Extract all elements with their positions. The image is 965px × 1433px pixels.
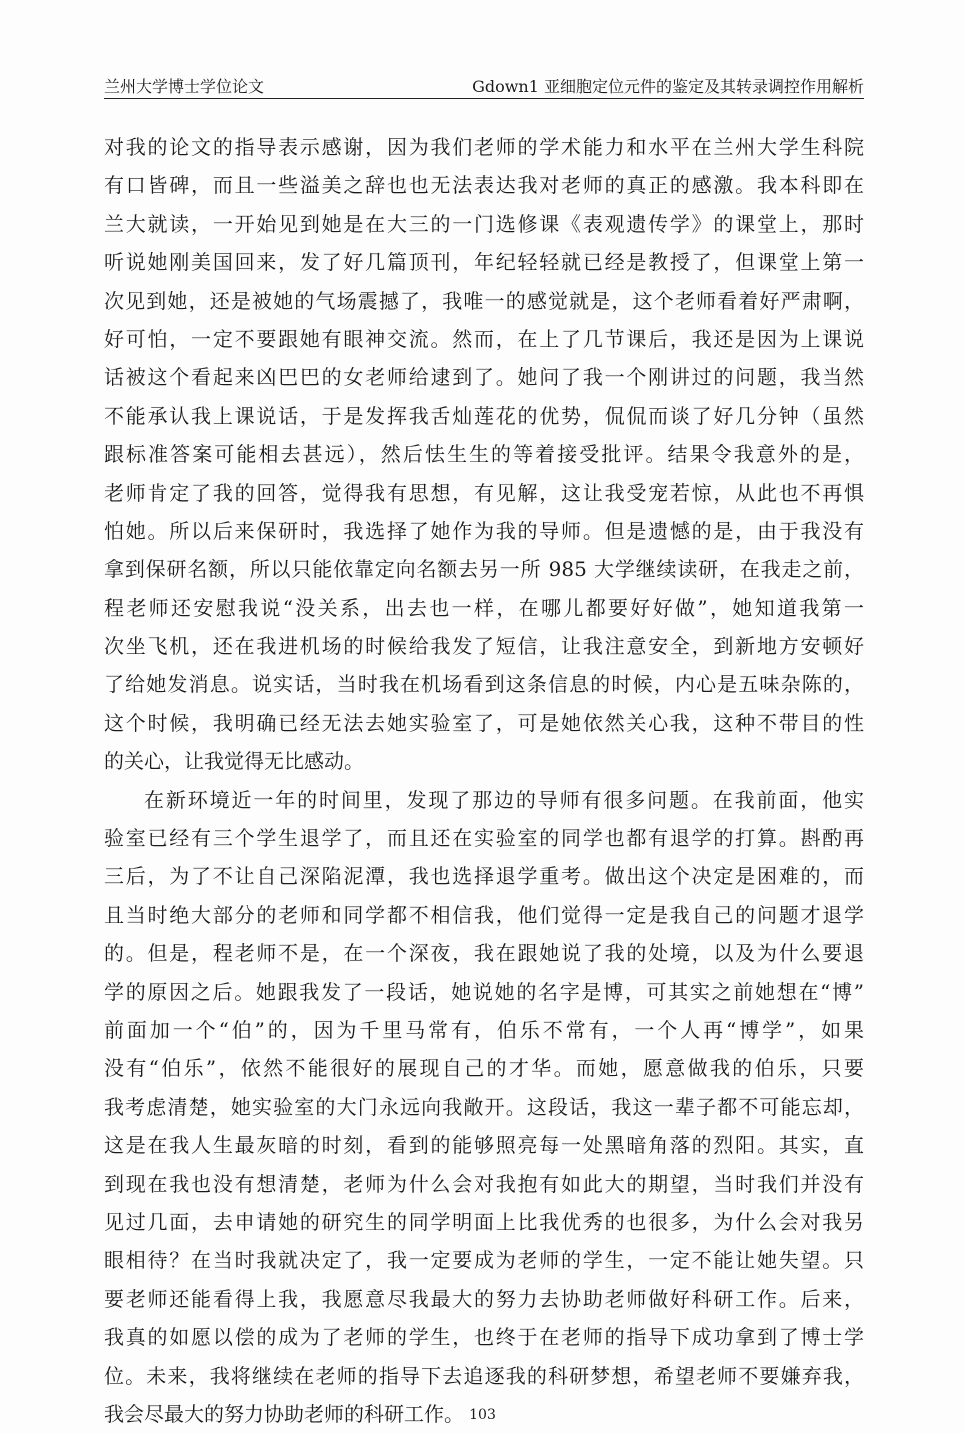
text-line: 怕她。所以后来保研时，我选择了她作为我的导师。但是遗憾的是，由于我没有 xyxy=(104,518,864,543)
header-rule xyxy=(104,98,864,99)
text-line: 前面加一个“伯”的，因为千里马常有，伯乐不常有，一个人再“博学”，如果 xyxy=(104,1017,864,1042)
text-line: 不能承认我上课说话，于是发挥我舌灿莲花的优势，侃侃而谈了好几分钟（虽然 xyxy=(104,403,864,428)
text-line: 学的原因之后。她跟我发了一段话，她说她的名字是博，可其实之前她想在“博” xyxy=(104,979,864,1004)
text-line: 的关心，让我觉得无比感动。 xyxy=(104,749,364,774)
paragraph xyxy=(104,128,864,781)
text-line: 的。但是，程老师不是，在一个深夜，我在跟她说了我的处境，以及为什么要退 xyxy=(104,941,864,966)
text-line: 到现在我也没有想清楚，老师为什么会对我抱有如此大的期望，当时我们并没有 xyxy=(104,1171,864,1196)
text-line: 老师肯定了我的回答，觉得我有思想，有见解，这让我受宠若惊，从此也不再惧 xyxy=(104,480,864,505)
text-line: 话被这个看起来凶巴巴的女老师给逮到了。她问了我一个刚讲过的问题，我当然 xyxy=(104,365,864,390)
text-line: 好可怕，一定不要跟她有眼神交流。然而，在上了几节课后，我还是因为上课说 xyxy=(104,326,864,351)
page-header xyxy=(104,76,864,98)
text-line: 对我的论文的指导表示感谢，因为我们老师的学术能力和水平在兰州大学生科院 xyxy=(104,135,864,159)
header-thesis-title: 兰州大学博士学位论文 xyxy=(104,77,265,96)
text-line: 我真的如愿以偿的成为了老师的学生，也终于在老师的指导下成功拿到了博士学 xyxy=(104,1325,864,1350)
text-line: 要老师还能看得上我，我愿意尽我最大的努力去协助老师做好科研工作。后来， xyxy=(104,1286,864,1311)
text-line: 拿到保研名额，所以只能依靠定向名额去另一所 985 大学继续读研，在我走之前， xyxy=(104,557,864,582)
text-line: 验室已经有三个学生退学了，而且还在实验室的同学也都有退学的打算。斟酌再 xyxy=(104,826,864,851)
text-line: 这是在我人生最灰暗的时刻，看到的能够照亮每一处黑暗角落的烈阳。其实，直 xyxy=(104,1133,864,1158)
text-line: 次见到她，还是被她的气场震撼了，我唯一的感觉就是，这个老师看着好严肃啊， xyxy=(104,288,864,313)
text-line: 了给她发消息。说实话，当时我在机场看到这条信息的时候，内心是五味杂陈的， xyxy=(104,672,864,697)
text-line: 三后，为了不让自己深陷泥潭，我也选择退学重考。做出这个决定是困难的，而 xyxy=(104,864,864,889)
text-line: 这个时候，我明确已经无法去她实验室了，可是她依然关心我，这种不带目的性 xyxy=(104,710,864,735)
header-chapter-title: Gdown1 亚细胞定位元件的鉴定及其转录调控作用解析 xyxy=(472,77,864,96)
text-line: 听说她刚美国回来，发了好几篇顶刊，年纪轻轻就已经是教授了，但课堂上第一 xyxy=(104,250,864,275)
text-line: 位。未来，我将继续在老师的指导下去追逐我的科研梦想，希望老师不要嫌弃我， xyxy=(104,1363,864,1388)
text-line: 程老师还安慰我说“没关系，出去也一样，在哪儿都要好好做”，她知道我第一 xyxy=(104,595,864,620)
body-text xyxy=(104,128,864,1433)
text-line: 我会尽最大的努力协助老师的科研工作。 xyxy=(104,1401,464,1426)
text-line: 有口皆碑，而且一些溢美之辞也也无法表达我对老师的真正的感激。我本科即在 xyxy=(104,173,864,198)
text-line: 眼相待？在当时我就决定了，我一定要成为老师的学生，一定不能让她失望。只 xyxy=(104,1248,864,1273)
text-line: 没有“伯乐”，依然不能很好的展现自己的才华。而她，愿意做我的伯乐，只要 xyxy=(104,1056,864,1081)
text-line: 在新环境近一年的时间里，发现了那边的导师有很多问题。在我前面，他实 xyxy=(144,787,864,812)
text-line: 兰大就读，一开始见到她是在大三的一门选修课《表观遗传学》的课堂上，那时 xyxy=(104,211,864,236)
text-line: 我考虑清楚，她实验室的大门永远向我敞开。这段话，我这一辈子都不可能忘却， xyxy=(104,1094,864,1119)
text-line: 次坐飞机，还在我进机场的时候给我发了短信，让我注意安全，到新地方安顿好 xyxy=(104,634,864,659)
text-line: 且当时绝大部分的老师和同学都不相信我，他们觉得一定是我自己的问题才退学 xyxy=(104,902,864,927)
paragraph xyxy=(104,781,864,1433)
text-line: 跟标准答案可能相去甚远），然后怯生生的等着接受批评。结果令我意外的是， xyxy=(104,442,864,467)
text-line: 见过几面，去申请她的研究生的同学明面上比我优秀的也很多，为什么会对我另 xyxy=(104,1209,864,1234)
page-number: 103 xyxy=(469,1407,496,1423)
